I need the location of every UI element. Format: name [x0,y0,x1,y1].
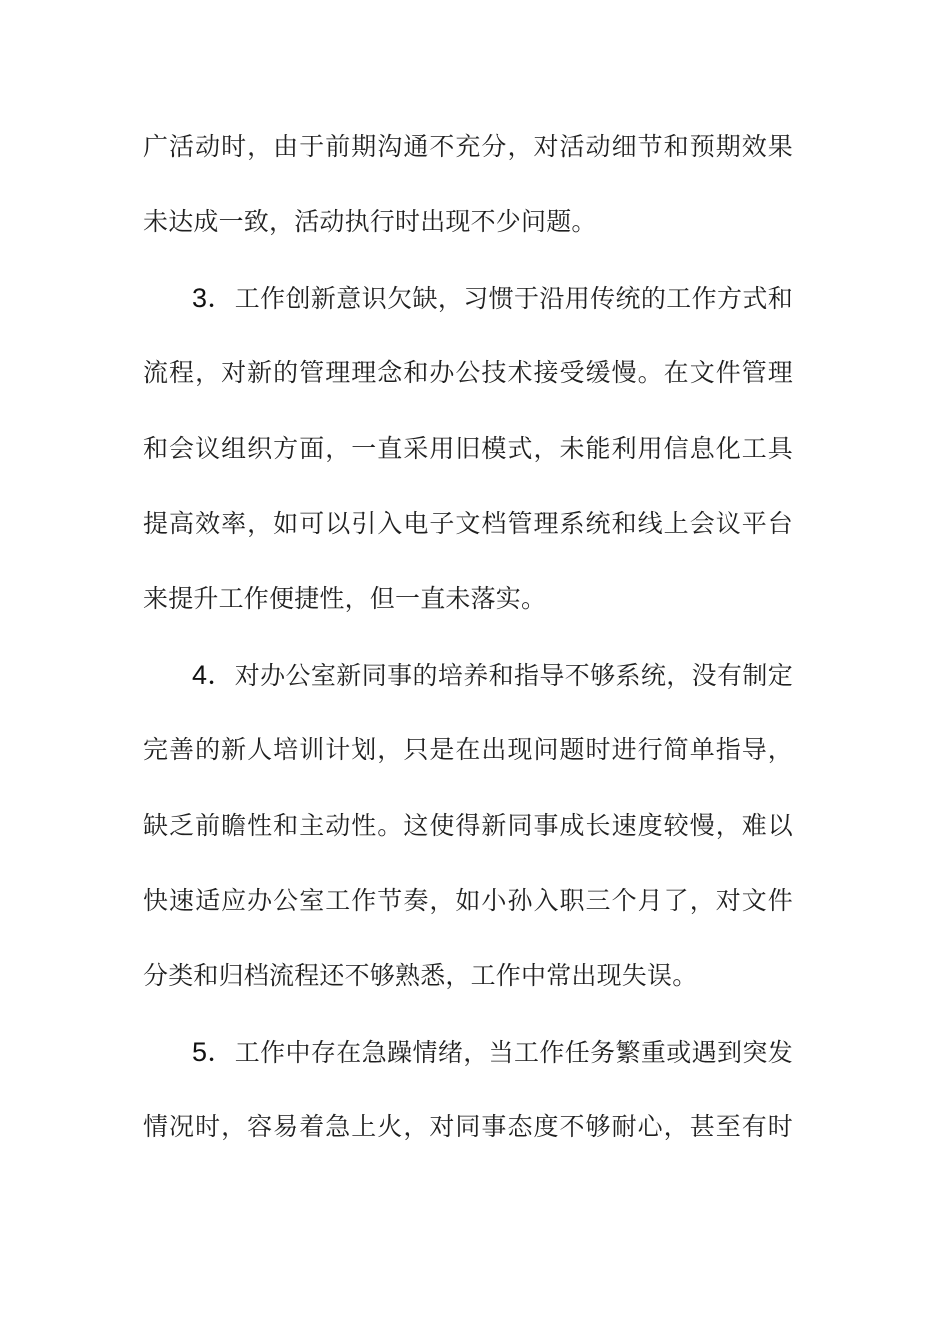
line-text: 未达成一致，活动执行时出现不少问题。 [143,209,597,237]
line-text: 对办公室新同事的培养和指导不够系统，没有制定 [234,662,793,690]
line-text: 情况时，容易着急上火，对同事态度不够耐心，甚至有时 [143,1114,793,1142]
text-line [143,110,793,185]
text-line [143,487,793,562]
line-text: 提高效率，如可以引入电子文档管理系统和线上会议平台 [143,510,793,538]
list-number: 5． [192,1036,235,1067]
line-text: 快速适应办公室工作节奏，如小孙入职三个月了，对文件 [143,887,793,915]
text-line [143,713,793,788]
line-text: 来提升工作便捷性，但一直未落实。 [143,586,547,614]
text-line-numbered-item-4 [143,638,793,713]
line-text: 流程，对新的管理理念和办公技术接受缓慢。在文件管理 [143,360,793,388]
line-text: 广活动时，由于前期沟通不充分，对活动细节和预期效果 [143,134,793,161]
line-text: 工作创新意识欠缺，习惯于沿用传统的工作方式和 [234,285,793,313]
line-text: 工作中存在急躁情绪，当工作任务繁重或遇到突发 [234,1039,793,1067]
text-line [143,939,793,1014]
line-text: 缺乏前瞻性和主动性。这使得新同事成长速度较慢，难以 [143,812,793,840]
list-number: 3． [192,282,235,313]
text-line [143,562,793,637]
text-line-numbered-item-5 [143,1015,793,1090]
text-line [143,336,793,411]
document-text-block [143,110,793,1165]
line-text: 和会议组织方面，一直采用旧模式，未能利用信息化工具 [143,435,793,463]
text-line [143,864,793,939]
list-number: 4． [192,659,235,690]
text-line [143,1090,793,1165]
line-text: 分类和归档流程还不够熟悉，工作中常出现失误。 [143,963,698,991]
text-line-numbered-item-3 [143,261,793,336]
text-line [143,185,793,260]
line-text: 完善的新人培训计划，只是在出现问题时进行简单指导， [143,737,793,765]
text-line [143,789,793,864]
text-line [143,412,793,487]
